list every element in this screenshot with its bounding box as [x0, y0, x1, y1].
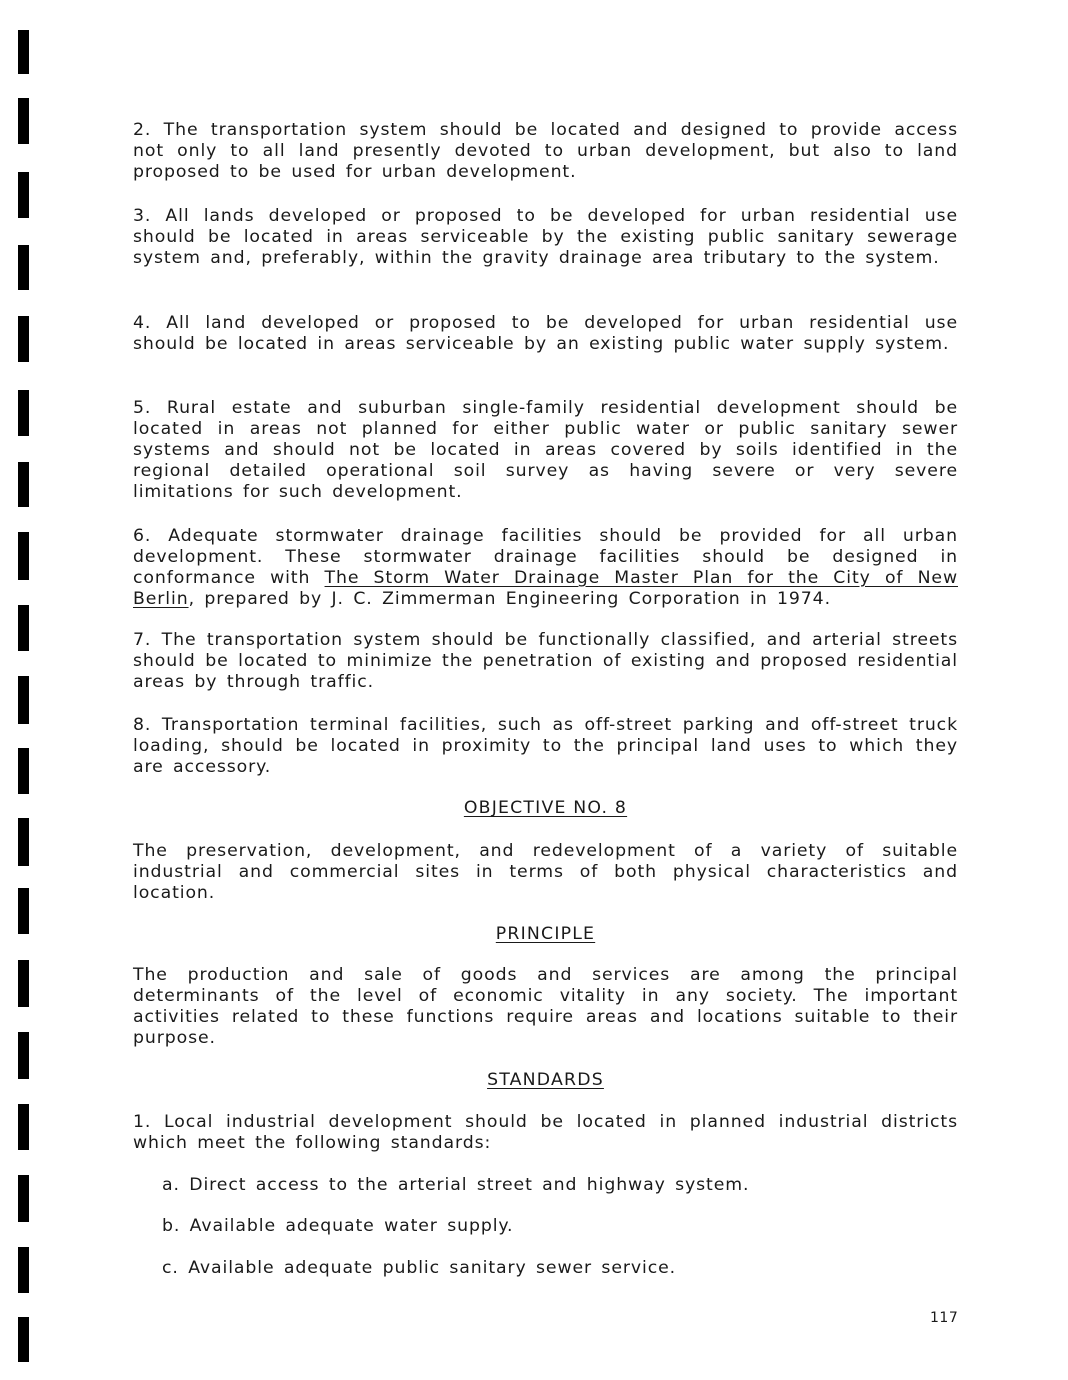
standard-item-6 [133, 526, 958, 610]
objective-heading: OBJECTIVE NO. 8 [463, 798, 628, 818]
binding-mark [18, 748, 29, 794]
standards-subitem-b: b. Available adequate water supply. [162, 1216, 514, 1236]
standard-item-6-outro: , prepared by J. C. Zimmerman Engineering Corporation in 1974. [188, 589, 831, 609]
drainage-plan-title: The Storm Water Drainage Master Plan for the City of New Berlin [133, 568, 958, 609]
binding-mark [18, 98, 29, 144]
binding-mark [18, 605, 29, 651]
binding-mark [18, 462, 29, 507]
principle-text: The production and sale of goods and services are among the principal determinants of the level of economic vitality in any society. The important activities related to these functions require areas and locations suitable to their purpose. [133, 965, 958, 1048]
binding-mark [18, 888, 29, 934]
binding-mark [18, 532, 29, 580]
standard-item-4: 4. All land developed or proposed to be developed for urban residential use should be located in areas serviceable by an existing public water supply system. [133, 313, 958, 354]
binding-mark [18, 245, 29, 290]
standard-item-8: 8. Transportation terminal facilities, such as off-street parking and off-street truck loading, should be located in proximity to the principal land uses to which they are accessory. [133, 715, 958, 777]
standard-item-2: 2. The transportation system should be located and designed to provide access not only to all land presently devoted to urban development, but also to land proposed to be used for urban development. [133, 120, 958, 182]
standards-subitem-c: c. Available adequate public sanitary sewer service. [162, 1258, 677, 1278]
standards-item-1: 1. Local industrial development should be located in planned industrial districts which meet the following standards: [133, 1112, 958, 1153]
binding-mark [18, 960, 29, 1007]
binding-mark [18, 1247, 29, 1293]
standard-item-6-intro: 6. Adequate stormwater drainage facilities should be provided for all urban development. These stormwater drainage facilities should be designed in conformance with [133, 526, 958, 588]
binding-mark [18, 1317, 29, 1362]
objective-text: The preservation, development, and redevelopment of a variety of suitable industrial and commercial sites in terms of both physical characteristics and location. [133, 841, 958, 903]
standard-item-3: 3. All lands developed or proposed to be developed for urban residential use should be located in areas serviceable by the existing public sanitary sewerage system and, preferably, within the gravity drainage area tributary to the system. [133, 206, 958, 268]
binding-mark [18, 1104, 29, 1150]
binding-mark [18, 30, 29, 74]
binding-mark [18, 1175, 29, 1222]
standards-subitem-a: a. Direct access to the arterial street and highway system. [162, 1175, 750, 1195]
binding-mark [18, 316, 29, 362]
binding-mark [18, 172, 29, 218]
standards-heading: STANDARDS [487, 1070, 604, 1090]
binding-mark [18, 390, 29, 436]
binding-mark [18, 818, 29, 866]
page-number: 117 [930, 1310, 959, 1326]
binding-mark [18, 1032, 29, 1079]
standard-item-7: 7. The transportation system should be functionally classified, and arterial streets should be located to minimize the penetration of existing and proposed residential areas by through traffic. [133, 630, 958, 692]
principle-heading: PRINCIPLE [495, 924, 596, 944]
binding-mark [18, 676, 29, 724]
standard-item-5: 5. Rural estate and suburban single-family residential development should be located in areas not planned for either public water or public sanitary sewer systems and should not be located in areas covered by soils identified in the regional detailed operational soil survey as having severe or very severe limitations for such development. [133, 398, 958, 502]
